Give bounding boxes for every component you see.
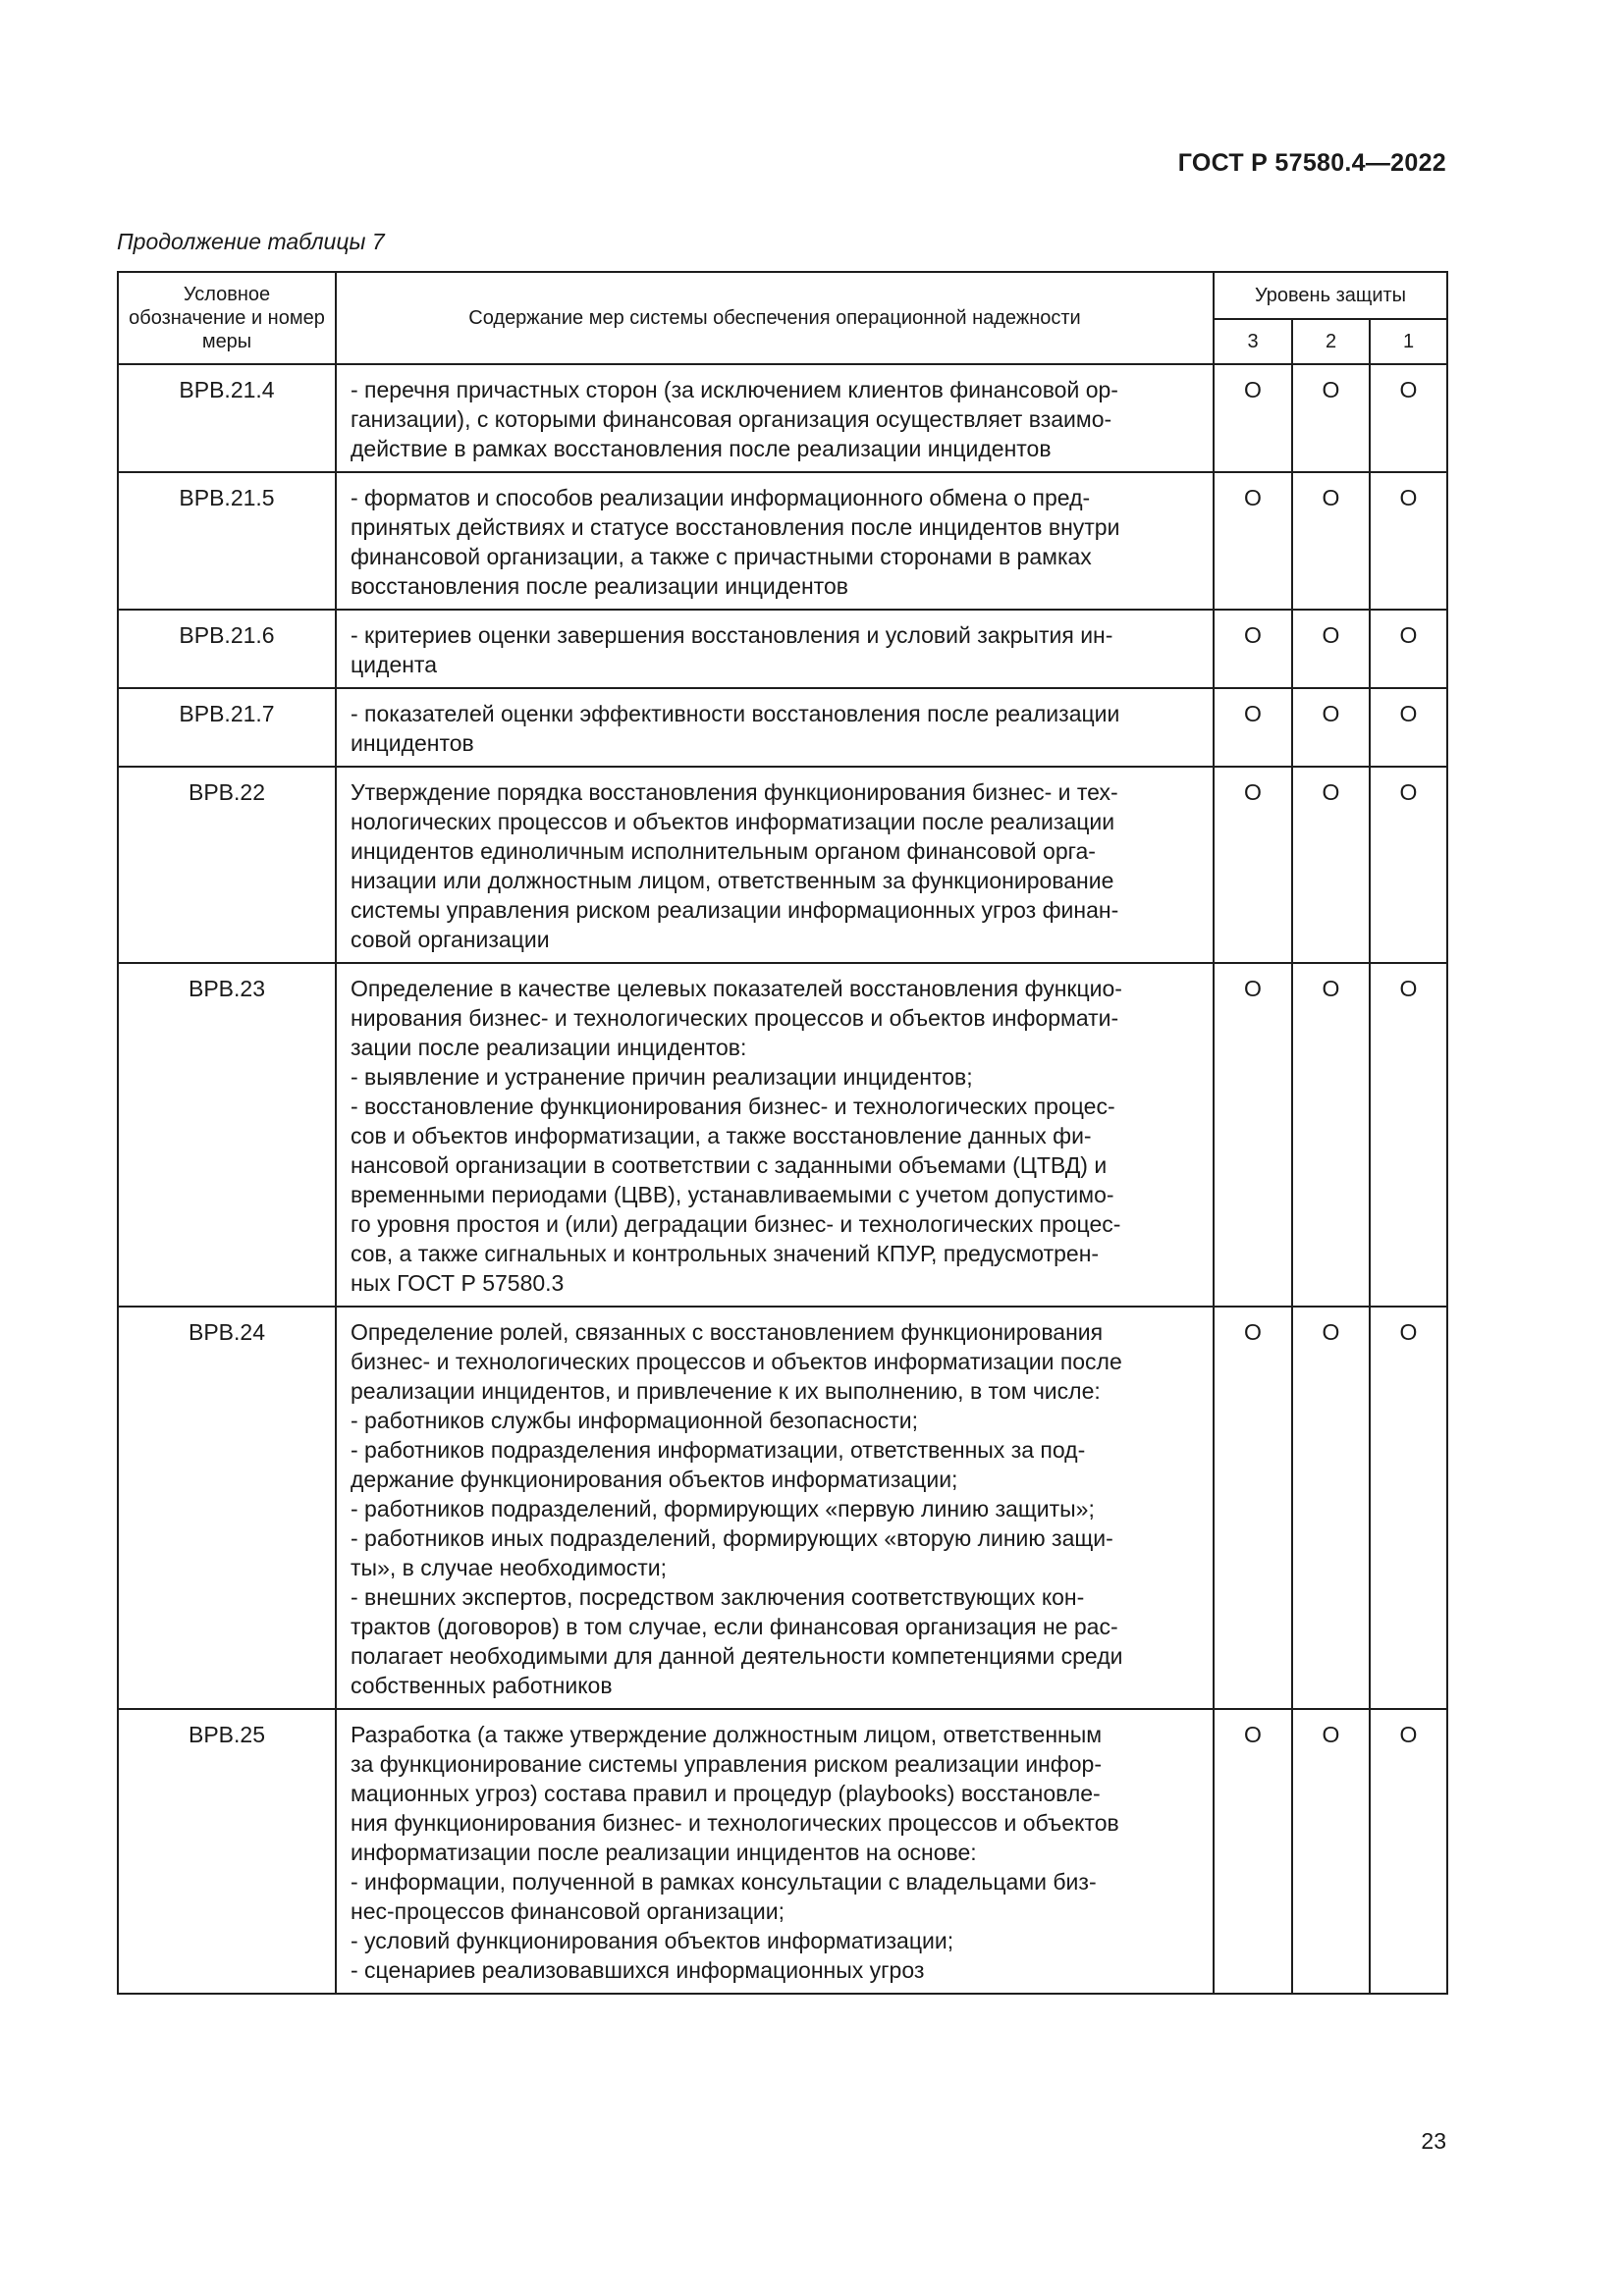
header-level-3: 3 [1214, 319, 1292, 365]
measure-content [336, 472, 1214, 610]
measure-code: ВРВ.21.5 [118, 472, 336, 610]
level-2-mark: О [1292, 1709, 1370, 1994]
level-1-mark: О [1370, 963, 1447, 1307]
level-3-mark: О [1214, 472, 1292, 610]
content-line: - работников подразделения информатизации, ответственных за под- [351, 1437, 1086, 1463]
level-2-mark: О [1292, 963, 1370, 1307]
content-line: го уровня простоя и (или) деградации бизнес- и технологических процес- [351, 1211, 1121, 1237]
content-line: Утверждение порядка восстановления функционирования бизнес- и тех- [351, 779, 1118, 805]
level-1-mark: О [1370, 472, 1447, 610]
content-line: - работников подразделений, формирующих «первую линию защиты»; [351, 1496, 1095, 1522]
table-row [118, 1307, 1447, 1709]
table-header [118, 272, 1447, 364]
level-2-mark: О [1292, 364, 1370, 472]
content-line: нес-процессов финансовой организации; [351, 1898, 785, 1924]
content-line: низации или должностным лицом, ответственным за функционирование [351, 868, 1114, 893]
content-line: трактов (договоров) в том случае, если финансовая организация не рас- [351, 1614, 1118, 1639]
table-row [118, 610, 1447, 688]
table-row [118, 688, 1447, 767]
level-1-mark: О [1370, 767, 1447, 963]
page-number: 23 [1421, 2128, 1446, 2154]
content-line: зации после реализации инцидентов: [351, 1035, 747, 1060]
level-2-mark: О [1292, 472, 1370, 610]
measure-content [336, 688, 1214, 767]
level-3-mark: О [1214, 688, 1292, 767]
level-3-mark: О [1214, 767, 1292, 963]
content-line: полагает необходимыми для данной деятельности компетенциями среди [351, 1643, 1123, 1669]
measure-content [336, 610, 1214, 688]
measure-code: ВРВ.24 [118, 1307, 336, 1709]
content-line: - работников иных подразделений, формирующих «вторую линию защи- [351, 1525, 1113, 1551]
content-line: - условий функционирования объектов информатизации; [351, 1928, 954, 1953]
content-line: нологических процессов и объектов информатизации после реализации [351, 809, 1115, 834]
level-1-mark: О [1370, 364, 1447, 472]
content-line: действие в рамках восстановления после реализации инцидентов [351, 436, 1052, 461]
content-line: - восстановление функционирования бизнес- и технологических процес- [351, 1094, 1115, 1119]
level-2-mark: О [1292, 610, 1370, 688]
table-row [118, 963, 1447, 1307]
content-line: - выявление и устранение причин реализации инцидентов; [351, 1064, 973, 1090]
content-line: Определение ролей, связанных с восстановлением функционирования [351, 1319, 1104, 1345]
table-row [118, 1709, 1447, 1994]
measure-content [336, 767, 1214, 963]
content-line: инцидентов [351, 730, 474, 756]
content-line: ты», в случае необходимости; [351, 1555, 667, 1580]
level-1-mark: О [1370, 1307, 1447, 1709]
content-line: ния функционирования бизнес- и технологических процессов и объектов [351, 1810, 1119, 1836]
level-1-mark: О [1370, 610, 1447, 688]
level-2-mark: О [1292, 688, 1370, 767]
content-line: - показателей оценки эффективности восстановления после реализации [351, 701, 1120, 726]
measure-code: ВРВ.21.6 [118, 610, 336, 688]
content-line: сов, а также сигнальных и контрольных значений КПУР, предусмотрен- [351, 1241, 1100, 1266]
table-body [118, 364, 1447, 1994]
content-line: - перечня причастных сторон (за исключением клиентов финансовой ор- [351, 377, 1118, 402]
level-3-mark: О [1214, 364, 1292, 472]
content-line: информатизации после реализации инцидентов на основе: [351, 1840, 977, 1865]
level-2-mark: О [1292, 1307, 1370, 1709]
level-1-mark: О [1370, 1709, 1447, 1994]
document-code: ГОСТ Р 57580.4—2022 [1177, 149, 1446, 177]
measure-code: ВРВ.22 [118, 767, 336, 963]
content-line: восстановления после реализации инцидентов [351, 573, 848, 599]
content-line: - сценариев реализовавшихся информационных угроз [351, 1957, 925, 1983]
content-line: мационных угроз) состава правил и процедур (playbooks) восстановле- [351, 1781, 1101, 1806]
content-line: временными периодами (ЦВВ), устанавливаемыми с учетом допустимо- [351, 1182, 1114, 1207]
level-2-mark: О [1292, 767, 1370, 963]
content-line: держание функционирования объектов информатизации; [351, 1467, 958, 1492]
header-protection-level: Уровень защиты [1214, 272, 1447, 319]
table-row [118, 472, 1447, 610]
measure-code: ВРВ.25 [118, 1709, 336, 1994]
level-3-mark: О [1214, 1709, 1292, 1994]
content-line: - внешних экспертов, посредством заключения соответствующих кон- [351, 1584, 1085, 1610]
content-line: бизнес- и технологических процессов и объектов информатизации после [351, 1349, 1122, 1374]
content-line: Разработка (а также утверждение должностным лицом, ответственным [351, 1722, 1103, 1747]
table-row [118, 364, 1447, 472]
measure-content [336, 1709, 1214, 1994]
content-line: за функционирование системы управления риском реализации инфор- [351, 1751, 1102, 1777]
content-line: - критериев оценки завершения восстановления и условий закрытия ин- [351, 622, 1113, 648]
content-line: цидента [351, 652, 438, 677]
content-line: финансовой организации, а также с причастными сторонами в рамках [351, 544, 1092, 569]
content-line: - работников службы информационной безопасности; [351, 1408, 919, 1433]
content-line: ганизации), с которыми финансовая организация осуществляет взаимо- [351, 406, 1112, 432]
content-line: инцидентов единоличным исполнительным органом финансовой орга- [351, 838, 1096, 864]
measure-content [336, 1307, 1214, 1709]
table-caption: Продолжение таблицы 7 [117, 229, 385, 254]
header-level-2: 2 [1292, 319, 1370, 365]
content-line: нирования бизнес- и технологических процессов и объектов информати- [351, 1005, 1119, 1031]
measure-content [336, 364, 1214, 472]
content-line: принятых действиях и статусе восстановления после инцидентов внутри [351, 514, 1120, 540]
measure-content [336, 963, 1214, 1307]
header-content-column: Содержание мер системы обеспечения операционной надежности [336, 272, 1214, 364]
measure-code: ВРВ.21.7 [118, 688, 336, 767]
content-line: реализации инцидентов, и привлечение к их выполнению, в том числе: [351, 1378, 1101, 1404]
table-row [118, 767, 1447, 963]
level-3-mark: О [1214, 1307, 1292, 1709]
header-level-1: 1 [1370, 319, 1447, 365]
content-line: совой организации [351, 927, 550, 952]
content-line: собственных работников [351, 1673, 613, 1698]
level-3-mark: О [1214, 610, 1292, 688]
content-line: ных ГОСТ Р 57580.3 [351, 1270, 565, 1296]
content-line: - информации, полученной в рамках консультации с владельцами биз- [351, 1869, 1097, 1895]
level-1-mark: О [1370, 688, 1447, 767]
content-line: нансовой организации в соответствии с заданными объемами (ЦТВД) и [351, 1152, 1108, 1178]
header-code-column: Условное обозначение и номер меры [118, 272, 336, 364]
measure-code: ВРВ.23 [118, 963, 336, 1307]
content-line: системы управления риском реализации информационных угроз финан- [351, 897, 1119, 923]
content-line: Определение в качестве целевых показателей восстановления функцио- [351, 976, 1122, 1001]
level-3-mark: О [1214, 963, 1292, 1307]
content-line: - форматов и способов реализации информационного обмена о пред- [351, 485, 1091, 510]
measures-table [117, 271, 1448, 1995]
content-line: сов и объектов информатизации, а также восстановление данных фи- [351, 1123, 1092, 1148]
measure-code: ВРВ.21.4 [118, 364, 336, 472]
